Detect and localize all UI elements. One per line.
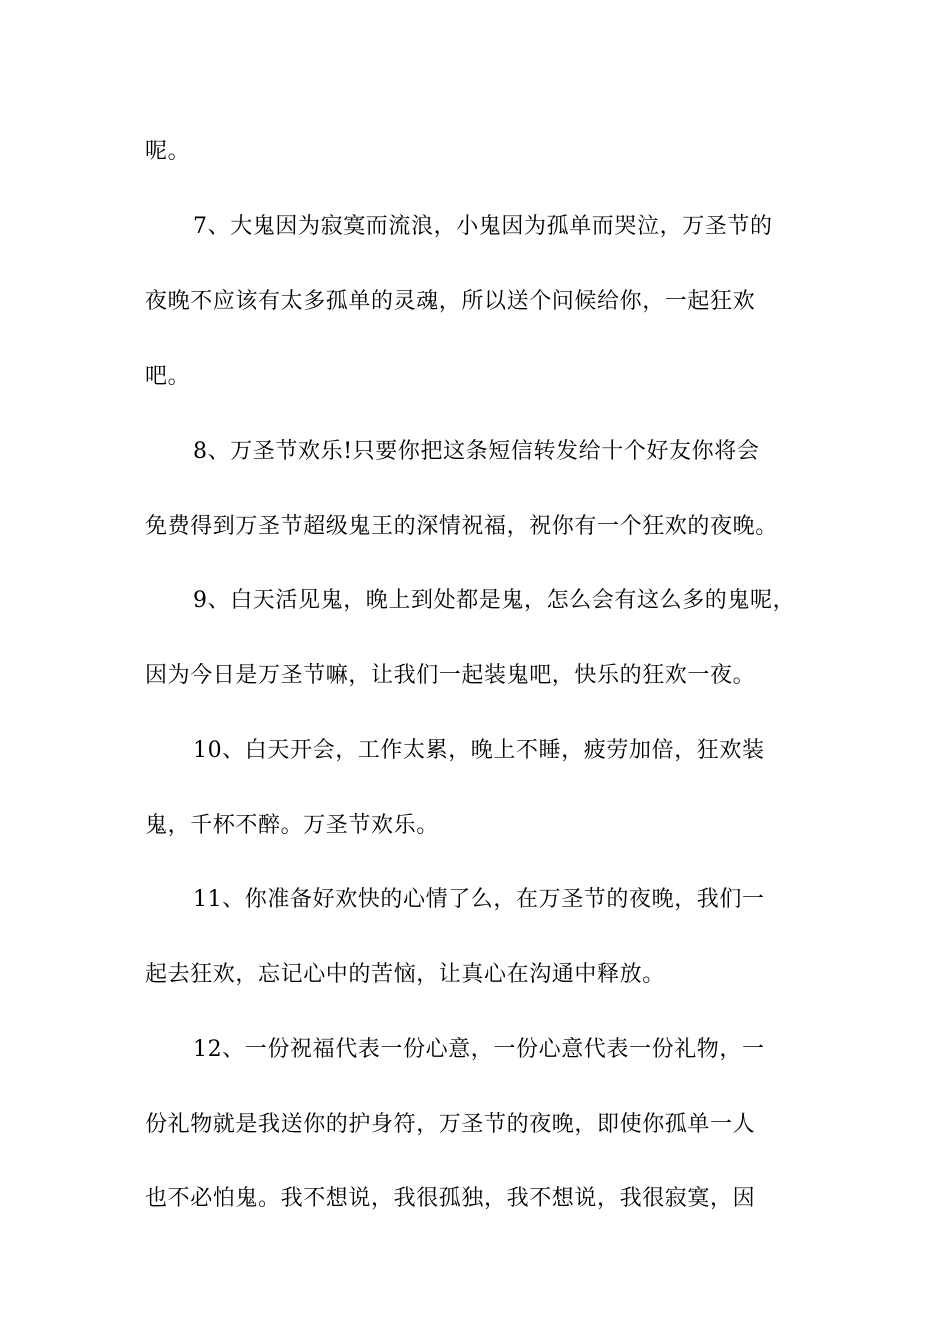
text-line: 吧。	[145, 364, 191, 389]
text-line: 11、你准备好欢快的心情了么，在万圣节的夜晚，我们一	[193, 887, 765, 912]
text-line: 7、大鬼因为寂寞而流浪，小鬼因为孤单而哭泣，万圣节的	[193, 214, 773, 239]
text-line: 呢。	[145, 139, 191, 164]
text-line: 免费得到万圣节超级鬼王的深情祝福，祝你有一个狂欢的夜晚。	[145, 514, 778, 539]
text-line: 也不必怕鬼。我不想说，我很孤独，我不想说，我很寂寞，因	[145, 1186, 756, 1211]
text-line: 12、一份祝福代表一份心意，一份心意代表一份礼物，一	[193, 1037, 765, 1062]
text-line: 夜晚不应该有太多孤单的灵魂，所以送个问候给你，一起狂欢	[145, 289, 756, 314]
text-line: 9、白天活见鬼，晚上到处都是鬼，怎么会有这么多的鬼呢，	[193, 588, 796, 613]
text-line: 8、万圣节欢乐!只要你把这条短信转发给十个好友你将会	[193, 439, 760, 464]
text-line: 鬼，千杯不醉。万圣节欢乐。	[145, 813, 439, 838]
text-line: 10、白天开会，工作太累，晚上不睡，疲劳加倍，狂欢装	[193, 738, 765, 763]
text-line: 份礼物就是我送你的护身符，万圣节的夜晚，即使你孤单一人	[145, 1112, 756, 1137]
text-line: 因为今日是万圣节嘛，让我们一起装鬼吧，快乐的狂欢一夜。	[145, 663, 756, 688]
text-line: 起去狂欢，忘记心中的苦恼，让真心在沟通中释放。	[145, 962, 665, 987]
